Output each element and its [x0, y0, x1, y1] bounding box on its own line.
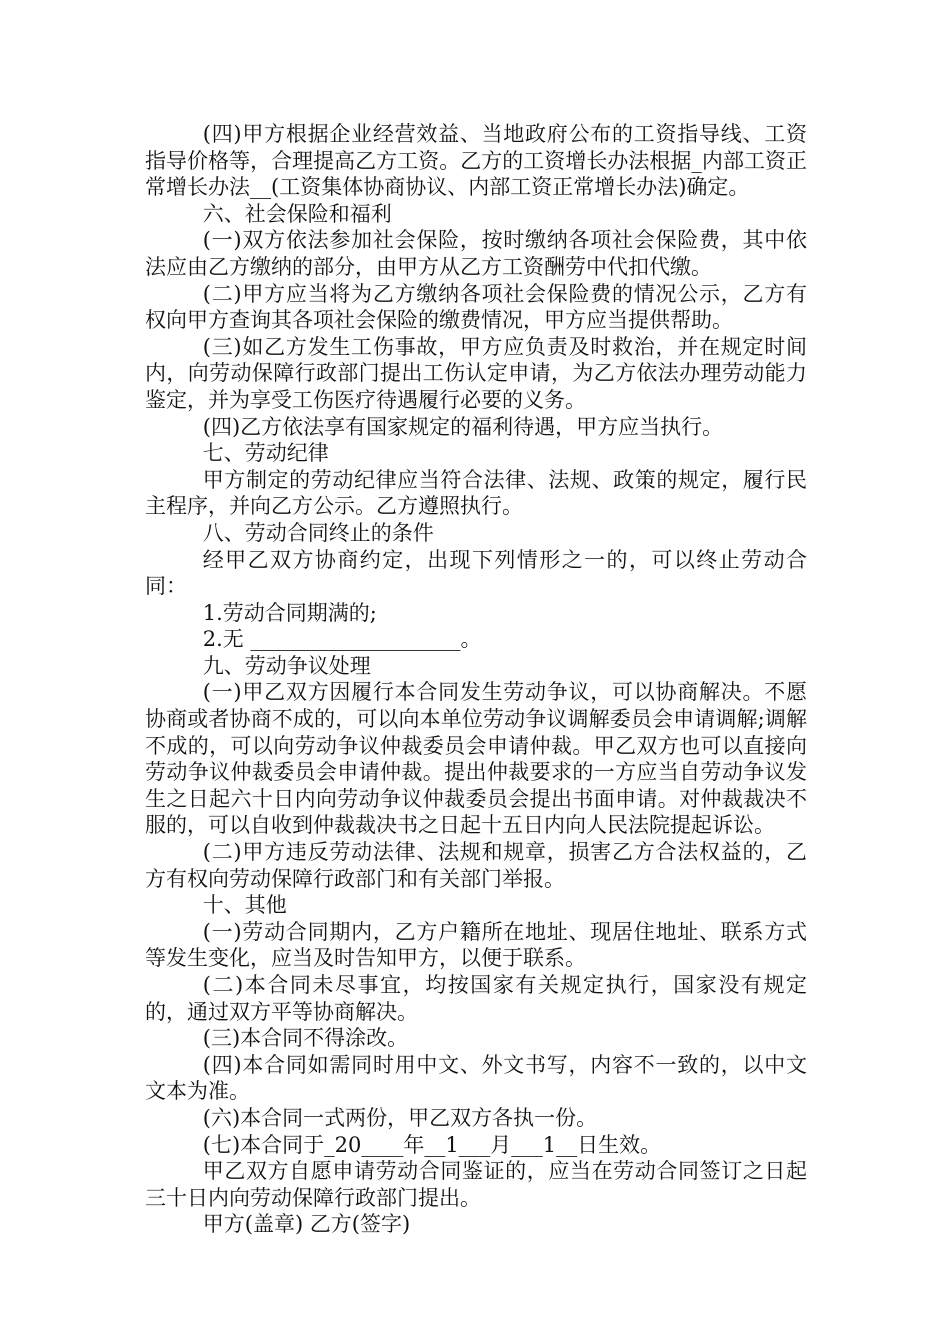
paragraph-other-4: (四)本合同如需同时用中文、外文书写，内容不一致的，以中文文本为准。: [145, 1052, 807, 1104]
paragraph-other-2: (二)本合同未尽事宜，均按国家有关规定执行，国家没有规定的，通过双方平等协商解决。: [145, 973, 807, 1024]
paragraph-other-3: (三)本合同不得涂改。: [202, 1026, 409, 1051]
paragraph-dispute-2: (二)甲方违反劳动法律、法规和规章，损害乙方合法权益的，乙方有权向劳动保障行政部门和有关部门举报。: [145, 840, 807, 891]
paragraph-labor-discipline: 甲方制定的劳动纪律应当符合法律、法规、政策的规定，履行民主程序，并向乙方公示。乙方遵照执行。: [145, 467, 807, 519]
heading-social-insurance: 六、社会保险和福利: [202, 201, 392, 226]
paragraph-insurance-2: (二)甲方应当将为乙方缴纳各项社会保险费的情况公示，乙方有权向甲方查询其各项社会保险的缴费情况，甲方应当提供帮助。: [145, 281, 807, 333]
paragraph-termination-intro: 经甲乙双方协商约定，出现下列情形之一的，可以终止劳动合同：: [145, 547, 807, 599]
paragraph-insurance-1: (一)双方依法参加社会保险，按时缴纳各项社会保险费，其中依法应由乙方缴纳的部分，由甲方从乙方工资酬劳中代扣代缴。: [145, 228, 807, 279]
paragraph-insurance-4: (四)乙方依法享有国家规定的福利待遇，甲方应当执行。: [202, 414, 724, 439]
paragraph-dispute-1: (一)甲乙双方因履行本合同发生劳动争议，可以协商解决。不愿协商或者协商不成的，可以向本单位劳动争议调解委员会申请调解;调解不成的，可以向劳动争议仲裁委员会申请仲裁。甲乙双方也可以直接向劳动争议仲裁委员会申请仲裁。提出仲裁要求的一方应当自劳动争议发生之日起六十日内向劳动争议仲裁委员会提出书面申请。对仲裁裁决不服的，可以自收到仲裁裁决书之日起十五日内向人民法院提起诉讼。: [145, 680, 807, 838]
heading-dispute-resolution: 九、劳动争议处理: [202, 653, 371, 678]
signature-line: 甲方(盖章) 乙方(签字): [202, 1212, 411, 1237]
heading-termination-conditions: 八、劳动合同终止的条件: [202, 520, 434, 545]
paragraph-other-6: (六)本合同一式两份，甲乙双方各执一份。: [202, 1105, 598, 1130]
paragraph-appraisal: 甲乙双方自愿申请劳动合同鉴证的，应当在劳动合同签订之日起三十日内向劳动保障行政部门提出。: [145, 1159, 807, 1210]
document-body: [145, 121, 807, 1238]
paragraph-insurance-3: (三)如乙方发生工伤事故，甲方应负责及时救治，并在规定时间内，向劳动保障行政部门提出工伤认定申请，为乙方依法办理劳动能力鉴定，并为享受工伤医疗待遇履行必要的义务。: [145, 334, 807, 412]
heading-labor-discipline: 七、劳动纪律: [202, 441, 329, 466]
paragraph-wage-increase: (四)甲方根据企业经营效益、当地政府公布的工资指导线、工资指导价格等，合理提高乙方工资。乙方的工资增长办法根据_内部工资正常增长办法__(工资集体协商协议、内部工资正常增长办法)确定。: [145, 122, 807, 200]
heading-other: 十、其他: [202, 893, 287, 918]
paragraph-other-1: (一)劳动合同期内，乙方户籍所在地址、现居住地址、联系方式等发生变化，应当及时告知甲方，以便于联系。: [145, 919, 807, 971]
list-item-termination-2: 2.无 ____________________。: [202, 627, 482, 652]
paragraph-other-7: (七)本合同于_20____年__1___月___1__日生效。: [202, 1132, 662, 1157]
list-item-termination-1: 1.劳动合同期满的;: [202, 600, 377, 625]
